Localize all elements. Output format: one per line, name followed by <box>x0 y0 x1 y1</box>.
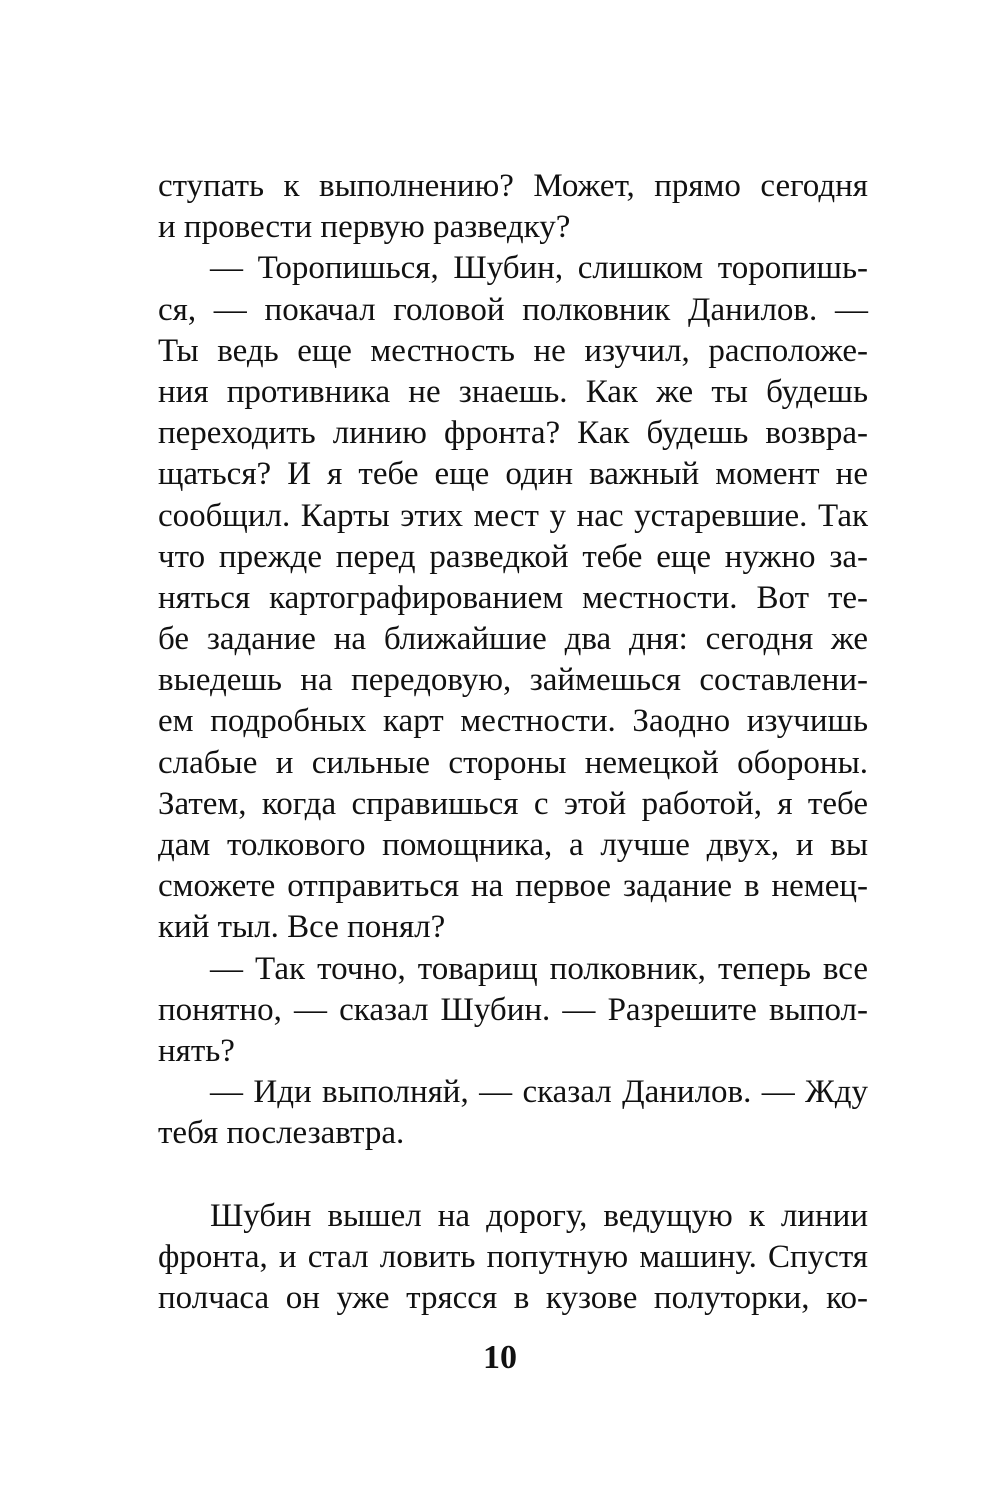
page-number: 10 <box>483 1339 517 1376</box>
text-line: полчаса он уже трясся в кузове полуторки, ко- <box>158 1280 868 1317</box>
text-line: нять? <box>158 1032 235 1069</box>
text-line: Ты ведь еще местность не изучил, расположе- <box>158 332 868 369</box>
text-line: — Так точно, товарищ полковник, теперь все <box>210 950 868 987</box>
text-line: Шубин вышел на дорогу, ведущую к линии <box>210 1197 868 1234</box>
text-line: и провести первую разведку? <box>158 209 571 246</box>
text-line: Затем, когда справишься с этой работой, я тебе <box>158 785 868 822</box>
text-line: выедешь на передовую, займешься составлени- <box>158 662 868 699</box>
text-line: фронта, и стал ловить попутную машину. Спустя <box>158 1238 868 1275</box>
text-line: няться картографированием местности. Вот те- <box>158 579 868 616</box>
text-line: — Иди выполняй, — сказал Данилов. — Жду <box>210 1074 868 1111</box>
text-line: ния противника не знаешь. Как же ты будешь <box>158 373 868 410</box>
text-line: сообщил. Карты этих мест у нас устаревшие. Так <box>158 497 868 534</box>
body-text <box>158 166 868 1319</box>
text-line: ся, — покачал головой полковник Данилов. — <box>158 291 868 328</box>
section-break <box>158 1155 868 1196</box>
text-line: что прежде перед разведкой тебе еще нужно за- <box>158 538 868 575</box>
text-line: слабые и сильные стороны немецкой обороны. <box>158 744 868 781</box>
text-line: щаться? И я тебе еще один важный момент не <box>158 456 868 493</box>
text-line: кий тыл. Все понял? <box>158 909 446 946</box>
text-line: понятно, — сказал Шубин. — Разрешите выпол- <box>158 991 868 1028</box>
text-line: бе задание на ближайшие два дня: сегодня же <box>158 621 868 658</box>
text-line: переходить линию фронта? Как будешь возвра- <box>158 415 868 452</box>
text-line: тебя послезавтра. <box>158 1115 405 1152</box>
text-line: ступать к выполнению? Может, прямо сегодня <box>158 168 868 204</box>
text-line: сможете отправиться на первое задание в немец- <box>158 868 868 905</box>
text-line: ем подробных карт местности. Заодно изучишь <box>158 703 868 740</box>
text-line: дам толкового помощника, а лучше двух, и вы <box>158 827 868 863</box>
text-line: — Торопишься, Шубин, слишком торопишь- <box>210 250 868 287</box>
